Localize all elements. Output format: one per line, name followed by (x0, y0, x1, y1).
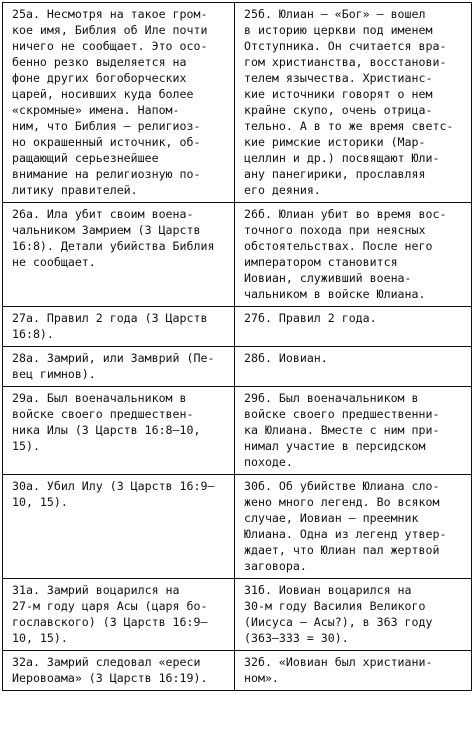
text-line: ном». (244, 671, 279, 685)
table-row (3, 579, 472, 651)
text-line: кое имя, Библия об Иле почти (12, 23, 208, 37)
table-row (3, 387, 472, 475)
text-line: 10, 15). (12, 495, 68, 509)
history-column-cell (235, 3, 472, 203)
text-line: гом христианства, восстанови- (244, 55, 447, 69)
cell-paragraph (244, 654, 466, 686)
text-line: императором становится (244, 255, 398, 269)
text-line: (363–333 = 30). (244, 631, 349, 645)
text-line: ничего не сообщает. Это осо- (12, 39, 208, 53)
text-line: кие источники говорят о нем (244, 87, 433, 101)
table-row (3, 203, 472, 307)
cell-paragraph (12, 350, 229, 382)
text-line: кие римские историки (Мар- (244, 135, 426, 149)
text-line: чальником в войске Юлиана. (244, 287, 426, 301)
text-line: Юлиана. Одна из легенд утвер- (244, 527, 447, 541)
cell-paragraph (244, 582, 466, 646)
cell-paragraph (244, 478, 466, 574)
text-line: целлин и др.) посвящают Юли- (244, 151, 440, 165)
comparison-table-body (3, 3, 472, 691)
table-row (3, 307, 472, 347)
text-line: точного похода при неясных (244, 223, 426, 237)
cell-paragraph (12, 478, 229, 510)
text-line: (Иисуса – Асы?), в 363 году (244, 615, 433, 629)
history-column-cell (235, 307, 472, 347)
cell-paragraph (12, 654, 229, 686)
text-line: внимание на религиозную по- (12, 167, 201, 181)
cell-paragraph (12, 390, 229, 454)
text-line: телем язычества. Христианс- (244, 71, 433, 85)
text-line: вец гимнов). (12, 367, 96, 381)
bible-column-cell (3, 203, 235, 307)
bible-column-cell (3, 651, 235, 691)
bible-column-cell (3, 3, 235, 203)
text-line: ану панегирики, прославляя (244, 167, 426, 181)
cell-paragraph (12, 310, 229, 342)
text-line: ждает, что Юлиан пал жертвой (244, 543, 440, 557)
history-column-cell (235, 579, 472, 651)
text-line: 30б. Об убийстве Юлиана сло- (244, 479, 440, 493)
text-line: ка Юлиана. Вместе с ним при- (244, 423, 440, 437)
text-line: в историю церкви под именем (244, 23, 433, 37)
cell-paragraph (244, 390, 466, 470)
text-line: 15). (12, 439, 40, 453)
cell-paragraph (12, 206, 229, 270)
text-line: 31а. Замрий воцарился на (12, 583, 180, 597)
history-column-cell (235, 651, 472, 691)
text-line: заговора. (244, 559, 307, 573)
bible-column-cell (3, 307, 235, 347)
table-row (3, 651, 472, 691)
text-line: 32а. Замрий следовал «ереси (12, 655, 201, 669)
cell-paragraph (12, 6, 229, 198)
text-line: «скромные» имена. Напом- (12, 103, 180, 117)
cell-paragraph (244, 310, 466, 326)
text-line: 26а. Ила убит своим воена- (12, 207, 194, 221)
text-line: 30а. Убил Илу (3 Царств 16:9– (12, 479, 215, 493)
text-line: ника Илы (3 Царств 16:8–10, (12, 423, 201, 437)
cell-paragraph (244, 350, 466, 366)
text-line: 29б. Был военачальником в (244, 391, 419, 405)
text-line: 27б. Правил 2 года. (244, 311, 377, 325)
cell-paragraph (244, 206, 466, 302)
text-line: жено много легенд. Во всяком (244, 495, 440, 509)
text-line: походе. (244, 455, 293, 469)
history-column-cell (235, 475, 472, 579)
text-line: царей, носивших куда более (12, 87, 194, 101)
history-column-cell (235, 387, 472, 475)
comparison-table (2, 2, 472, 691)
text-line: не сообщает. (12, 255, 96, 269)
text-line: нимал участие в персидском (244, 439, 426, 453)
cell-paragraph (244, 6, 466, 198)
text-line: войске своего предшественни- (244, 407, 440, 421)
history-column-cell (235, 347, 472, 387)
text-line: Отступника. Он считается вра- (244, 39, 447, 53)
text-line: ним, что Библия – религиоз- (12, 119, 201, 133)
text-line: 28а. Замрий, или Замврий (Пе- (12, 351, 215, 365)
text-line: бенно резко выделяется на (12, 55, 187, 69)
text-line: ращающий серьезнейшее (12, 151, 159, 165)
bible-column-cell (3, 387, 235, 475)
text-line: 29а. Был военачальником в (12, 391, 187, 405)
text-line: 27-м году царя Асы (царя бо- (12, 599, 208, 613)
text-line: крайне скупо, очень отрица- (244, 103, 433, 117)
text-line: 31б. Иовиан воцарился на (244, 583, 412, 597)
bible-column-cell (3, 579, 235, 651)
text-line: 27а. Правил 2 года (3 Царств (12, 311, 208, 325)
text-line: Иеровоама» (3 Царств 16:19). (12, 671, 208, 685)
bible-column-cell (3, 347, 235, 387)
text-line: но окрашенный источник, об- (12, 135, 201, 149)
text-line: обстоятельствах. После него (244, 239, 433, 253)
text-line: 16:8). Детали убийства Библия (12, 239, 215, 253)
table-row (3, 3, 472, 203)
text-line: 26б. Юлиан убит во время вос- (244, 207, 447, 221)
text-line: его деяния. (244, 183, 321, 197)
text-line: 25а. Несмотря на такое гром- (12, 7, 208, 21)
text-line: 28б. Иовиан. (244, 351, 328, 365)
text-line: Иовиан, служивший воена- (244, 271, 412, 285)
text-line: тельно. А в то же время светс- (244, 119, 454, 133)
text-line: случае, Иовиан – преемник (244, 511, 419, 525)
text-line: 32б. «Иовиан был христиани- (244, 655, 433, 669)
history-column-cell (235, 203, 472, 307)
text-line: 10, 15). (12, 631, 68, 645)
text-line: 30-м году Василия Великого (244, 599, 426, 613)
table-row (3, 347, 472, 387)
text-line: 25б. Юлиан – «Бог» – вошел (244, 7, 426, 21)
text-line: чальником Замрием (3 Царств (12, 223, 201, 237)
text-line: фоне других богоборческих (12, 71, 187, 85)
table-row (3, 475, 472, 579)
cell-paragraph (12, 582, 229, 646)
bible-column-cell (3, 475, 235, 579)
text-line: гославского) (3 Царств 16:9– (12, 615, 208, 629)
text-line: литику правителей. (12, 183, 138, 197)
text-line: войске своего предшествен- (12, 407, 194, 421)
text-line: 16:8). (12, 327, 54, 341)
